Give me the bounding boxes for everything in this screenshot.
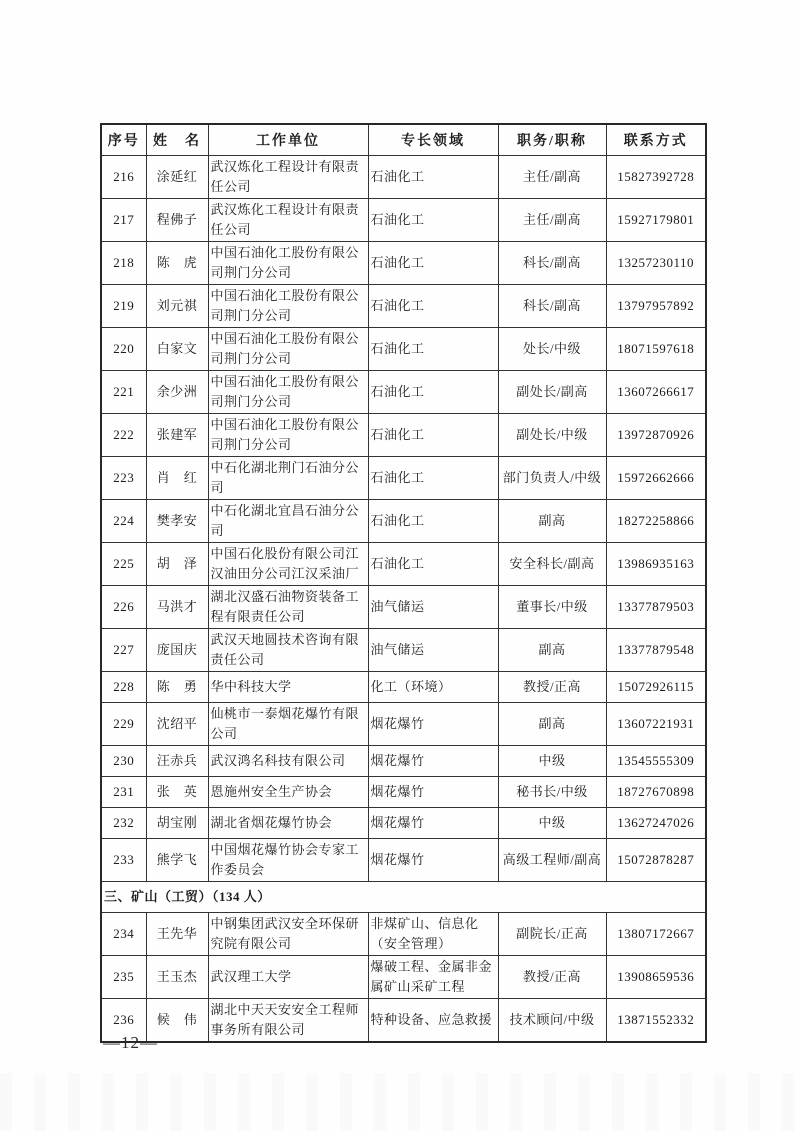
cell-unit: 武汉炼化工程设计有限责任公司 [208, 156, 368, 199]
cell-no: 216 [101, 156, 146, 199]
cell-field: 化工（环境） [368, 672, 498, 703]
cell-field: 石油化工 [368, 328, 498, 371]
cell-field: 石油化工 [368, 285, 498, 328]
cell-no: 229 [101, 703, 146, 746]
cell-name: 白家文 [146, 328, 208, 371]
cell-field: 烟花爆竹 [368, 746, 498, 777]
cell-title: 中级 [498, 746, 606, 777]
cell-name: 候 伟 [146, 999, 208, 1043]
cell-name: 陈 虎 [146, 242, 208, 285]
cell-unit: 武汉理工大学 [208, 956, 368, 999]
table-row [101, 913, 706, 956]
cell-title: 秘书长/中级 [498, 777, 606, 808]
cell-field: 特种设备、应急救援 [368, 999, 498, 1043]
table-row [101, 242, 706, 285]
cell-title: 副高 [498, 500, 606, 543]
cell-field: 烟花爆竹 [368, 703, 498, 746]
cell-no: 235 [101, 956, 146, 999]
cell-unit: 湖北汉盛石油物资装备工程有限责任公司 [208, 586, 368, 629]
cell-field: 烟花爆竹 [368, 777, 498, 808]
table-row [101, 746, 706, 777]
cell-no: 233 [101, 839, 146, 882]
table-row [101, 457, 706, 500]
cell-phone: 13807172667 [606, 913, 706, 956]
table-row [101, 500, 706, 543]
table-row [101, 328, 706, 371]
cell-no: 228 [101, 672, 146, 703]
cell-no: 226 [101, 586, 146, 629]
cell-unit: 武汉天地圆技术咨询有限责任公司 [208, 629, 368, 672]
cell-name: 胡 泽 [146, 543, 208, 586]
cell-unit: 湖北中天天安安全工程师事务所有限公司 [208, 999, 368, 1043]
header-unit: 工作单位 [208, 124, 368, 156]
cell-name: 庞国庆 [146, 629, 208, 672]
table-row [101, 999, 706, 1043]
cell-unit: 湖北省烟花爆竹协会 [208, 808, 368, 839]
table-row [101, 371, 706, 414]
cell-field: 石油化工 [368, 414, 498, 457]
cell-no: 224 [101, 500, 146, 543]
cell-no: 236 [101, 999, 146, 1043]
table-row [101, 703, 706, 746]
section-label: 三、矿山（工贸）（134 人） [101, 882, 706, 913]
cell-field: 石油化工 [368, 371, 498, 414]
cell-name: 肖 红 [146, 457, 208, 500]
table-row [101, 956, 706, 999]
cell-field: 烟花爆竹 [368, 808, 498, 839]
cell-phone: 13871552332 [606, 999, 706, 1043]
cell-title: 技术顾问/中级 [498, 999, 606, 1043]
cell-unit: 中钢集团武汉安全环保研究院有限公司 [208, 913, 368, 956]
table-row [101, 414, 706, 457]
cell-no: 218 [101, 242, 146, 285]
table-row [101, 586, 706, 629]
cell-unit: 中国烟花爆竹协会专家工作委员会 [208, 839, 368, 882]
cell-phone: 13797957892 [606, 285, 706, 328]
cell-field: 石油化工 [368, 500, 498, 543]
cell-phone: 13607221931 [606, 703, 706, 746]
cell-name: 涂延红 [146, 156, 208, 199]
table-row [101, 629, 706, 672]
cell-name: 沈绍平 [146, 703, 208, 746]
cell-phone: 15827392728 [606, 156, 706, 199]
cell-title: 副处长/中级 [498, 414, 606, 457]
table-row [101, 285, 706, 328]
cell-phone: 18272258866 [606, 500, 706, 543]
cell-no: 230 [101, 746, 146, 777]
header-no: 序号 [101, 124, 146, 156]
cell-title: 处长/中级 [498, 328, 606, 371]
cell-name: 汪赤兵 [146, 746, 208, 777]
cell-unit: 华中科技大学 [208, 672, 368, 703]
cell-unit: 中石化湖北荆门石油分公司 [208, 457, 368, 500]
cell-name: 程佛子 [146, 199, 208, 242]
table-row [101, 808, 706, 839]
cell-title: 科长/副高 [498, 285, 606, 328]
header-phone: 联系方式 [606, 124, 706, 156]
cell-unit: 中石化湖北宜昌石油分公司 [208, 500, 368, 543]
cell-title: 主任/副高 [498, 199, 606, 242]
cell-title: 副高 [498, 703, 606, 746]
cell-no: 231 [101, 777, 146, 808]
cell-title: 安全科长/副高 [498, 543, 606, 586]
cell-field: 烟花爆竹 [368, 839, 498, 882]
cell-phone: 13607266617 [606, 371, 706, 414]
section-row [101, 882, 706, 913]
cell-unit: 武汉炼化工程设计有限责任公司 [208, 199, 368, 242]
cell-phone: 15072878287 [606, 839, 706, 882]
cell-phone: 13377879548 [606, 629, 706, 672]
cell-phone: 18071597618 [606, 328, 706, 371]
cell-field: 石油化工 [368, 156, 498, 199]
cell-name: 马洪才 [146, 586, 208, 629]
cell-name: 胡宝刚 [146, 808, 208, 839]
cell-phone: 13986935163 [606, 543, 706, 586]
cell-phone: 15072926115 [606, 672, 706, 703]
cell-no: 222 [101, 414, 146, 457]
cell-no: 223 [101, 457, 146, 500]
cell-unit: 中国石油化工股份有限公司荆门分公司 [208, 371, 368, 414]
cell-name: 张建军 [146, 414, 208, 457]
cell-unit: 中国石油化工股份有限公司荆门分公司 [208, 242, 368, 285]
cell-field: 石油化工 [368, 242, 498, 285]
table-row [101, 777, 706, 808]
cell-unit: 武汉鸿名科技有限公司 [208, 746, 368, 777]
cell-no: 217 [101, 199, 146, 242]
cell-name: 樊孝安 [146, 500, 208, 543]
table-row [101, 543, 706, 586]
cell-title: 部门负责人/中级 [498, 457, 606, 500]
cell-field: 油气储运 [368, 586, 498, 629]
cell-unit: 中国石化股份有限公司江汉油田分公司江汉采油厂 [208, 543, 368, 586]
cell-no: 221 [101, 371, 146, 414]
cell-no: 227 [101, 629, 146, 672]
cell-name: 熊学飞 [146, 839, 208, 882]
cell-no: 225 [101, 543, 146, 586]
cell-field: 石油化工 [368, 457, 498, 500]
table-row [101, 199, 706, 242]
cell-phone: 13377879503 [606, 586, 706, 629]
cell-phone: 13627247026 [606, 808, 706, 839]
cell-no: 220 [101, 328, 146, 371]
page-number: —12— [103, 1033, 158, 1052]
cell-no: 234 [101, 913, 146, 956]
cell-name: 刘元祺 [146, 285, 208, 328]
cell-title: 副高 [498, 629, 606, 672]
cell-field: 石油化工 [368, 199, 498, 242]
cell-title: 教授/正高 [498, 672, 606, 703]
cell-phone: 15927179801 [606, 199, 706, 242]
cell-name: 王玉杰 [146, 956, 208, 999]
header-title: 职务/职称 [498, 124, 606, 156]
cell-title: 董事长/中级 [498, 586, 606, 629]
cell-title: 科长/副高 [498, 242, 606, 285]
cell-phone: 13257230110 [606, 242, 706, 285]
cell-field: 油气储运 [368, 629, 498, 672]
cell-phone: 15972662666 [606, 457, 706, 500]
header-name: 姓 名 [146, 124, 208, 156]
cell-title: 副处长/副高 [498, 371, 606, 414]
scan-artifact-band [0, 1073, 800, 1131]
cell-unit: 中国石油化工股份有限公司荆门分公司 [208, 285, 368, 328]
table-row [101, 156, 706, 199]
cell-title: 中级 [498, 808, 606, 839]
experts-table [100, 123, 707, 1043]
cell-name: 张 英 [146, 777, 208, 808]
cell-unit: 中国石油化工股份有限公司荆门分公司 [208, 328, 368, 371]
cell-unit: 仙桃市一泰烟花爆竹有限公司 [208, 703, 368, 746]
cell-name: 陈 勇 [146, 672, 208, 703]
cell-phone: 13908659536 [606, 956, 706, 999]
cell-field: 爆破工程、金属非金属矿山采矿工程 [368, 956, 498, 999]
cell-name: 王先华 [146, 913, 208, 956]
cell-no: 219 [101, 285, 146, 328]
table-body [101, 156, 706, 1043]
cell-unit: 中国石油化工股份有限公司荆门分公司 [208, 414, 368, 457]
cell-phone: 18727670898 [606, 777, 706, 808]
cell-unit: 恩施州安全生产协会 [208, 777, 368, 808]
table-header-row [101, 124, 706, 156]
cell-field: 石油化工 [368, 543, 498, 586]
table-row [101, 672, 706, 703]
table-row [101, 839, 706, 882]
cell-title: 主任/副高 [498, 156, 606, 199]
cell-name: 余少洲 [146, 371, 208, 414]
cell-title: 教授/正高 [498, 956, 606, 999]
header-field: 专长领域 [368, 124, 498, 156]
cell-title: 副院长/正高 [498, 913, 606, 956]
cell-no: 232 [101, 808, 146, 839]
cell-phone: 13972870926 [606, 414, 706, 457]
cell-title: 高级工程师/副高 [498, 839, 606, 882]
cell-phone: 13545555309 [606, 746, 706, 777]
cell-field: 非煤矿山、信息化（安全管理） [368, 913, 498, 956]
